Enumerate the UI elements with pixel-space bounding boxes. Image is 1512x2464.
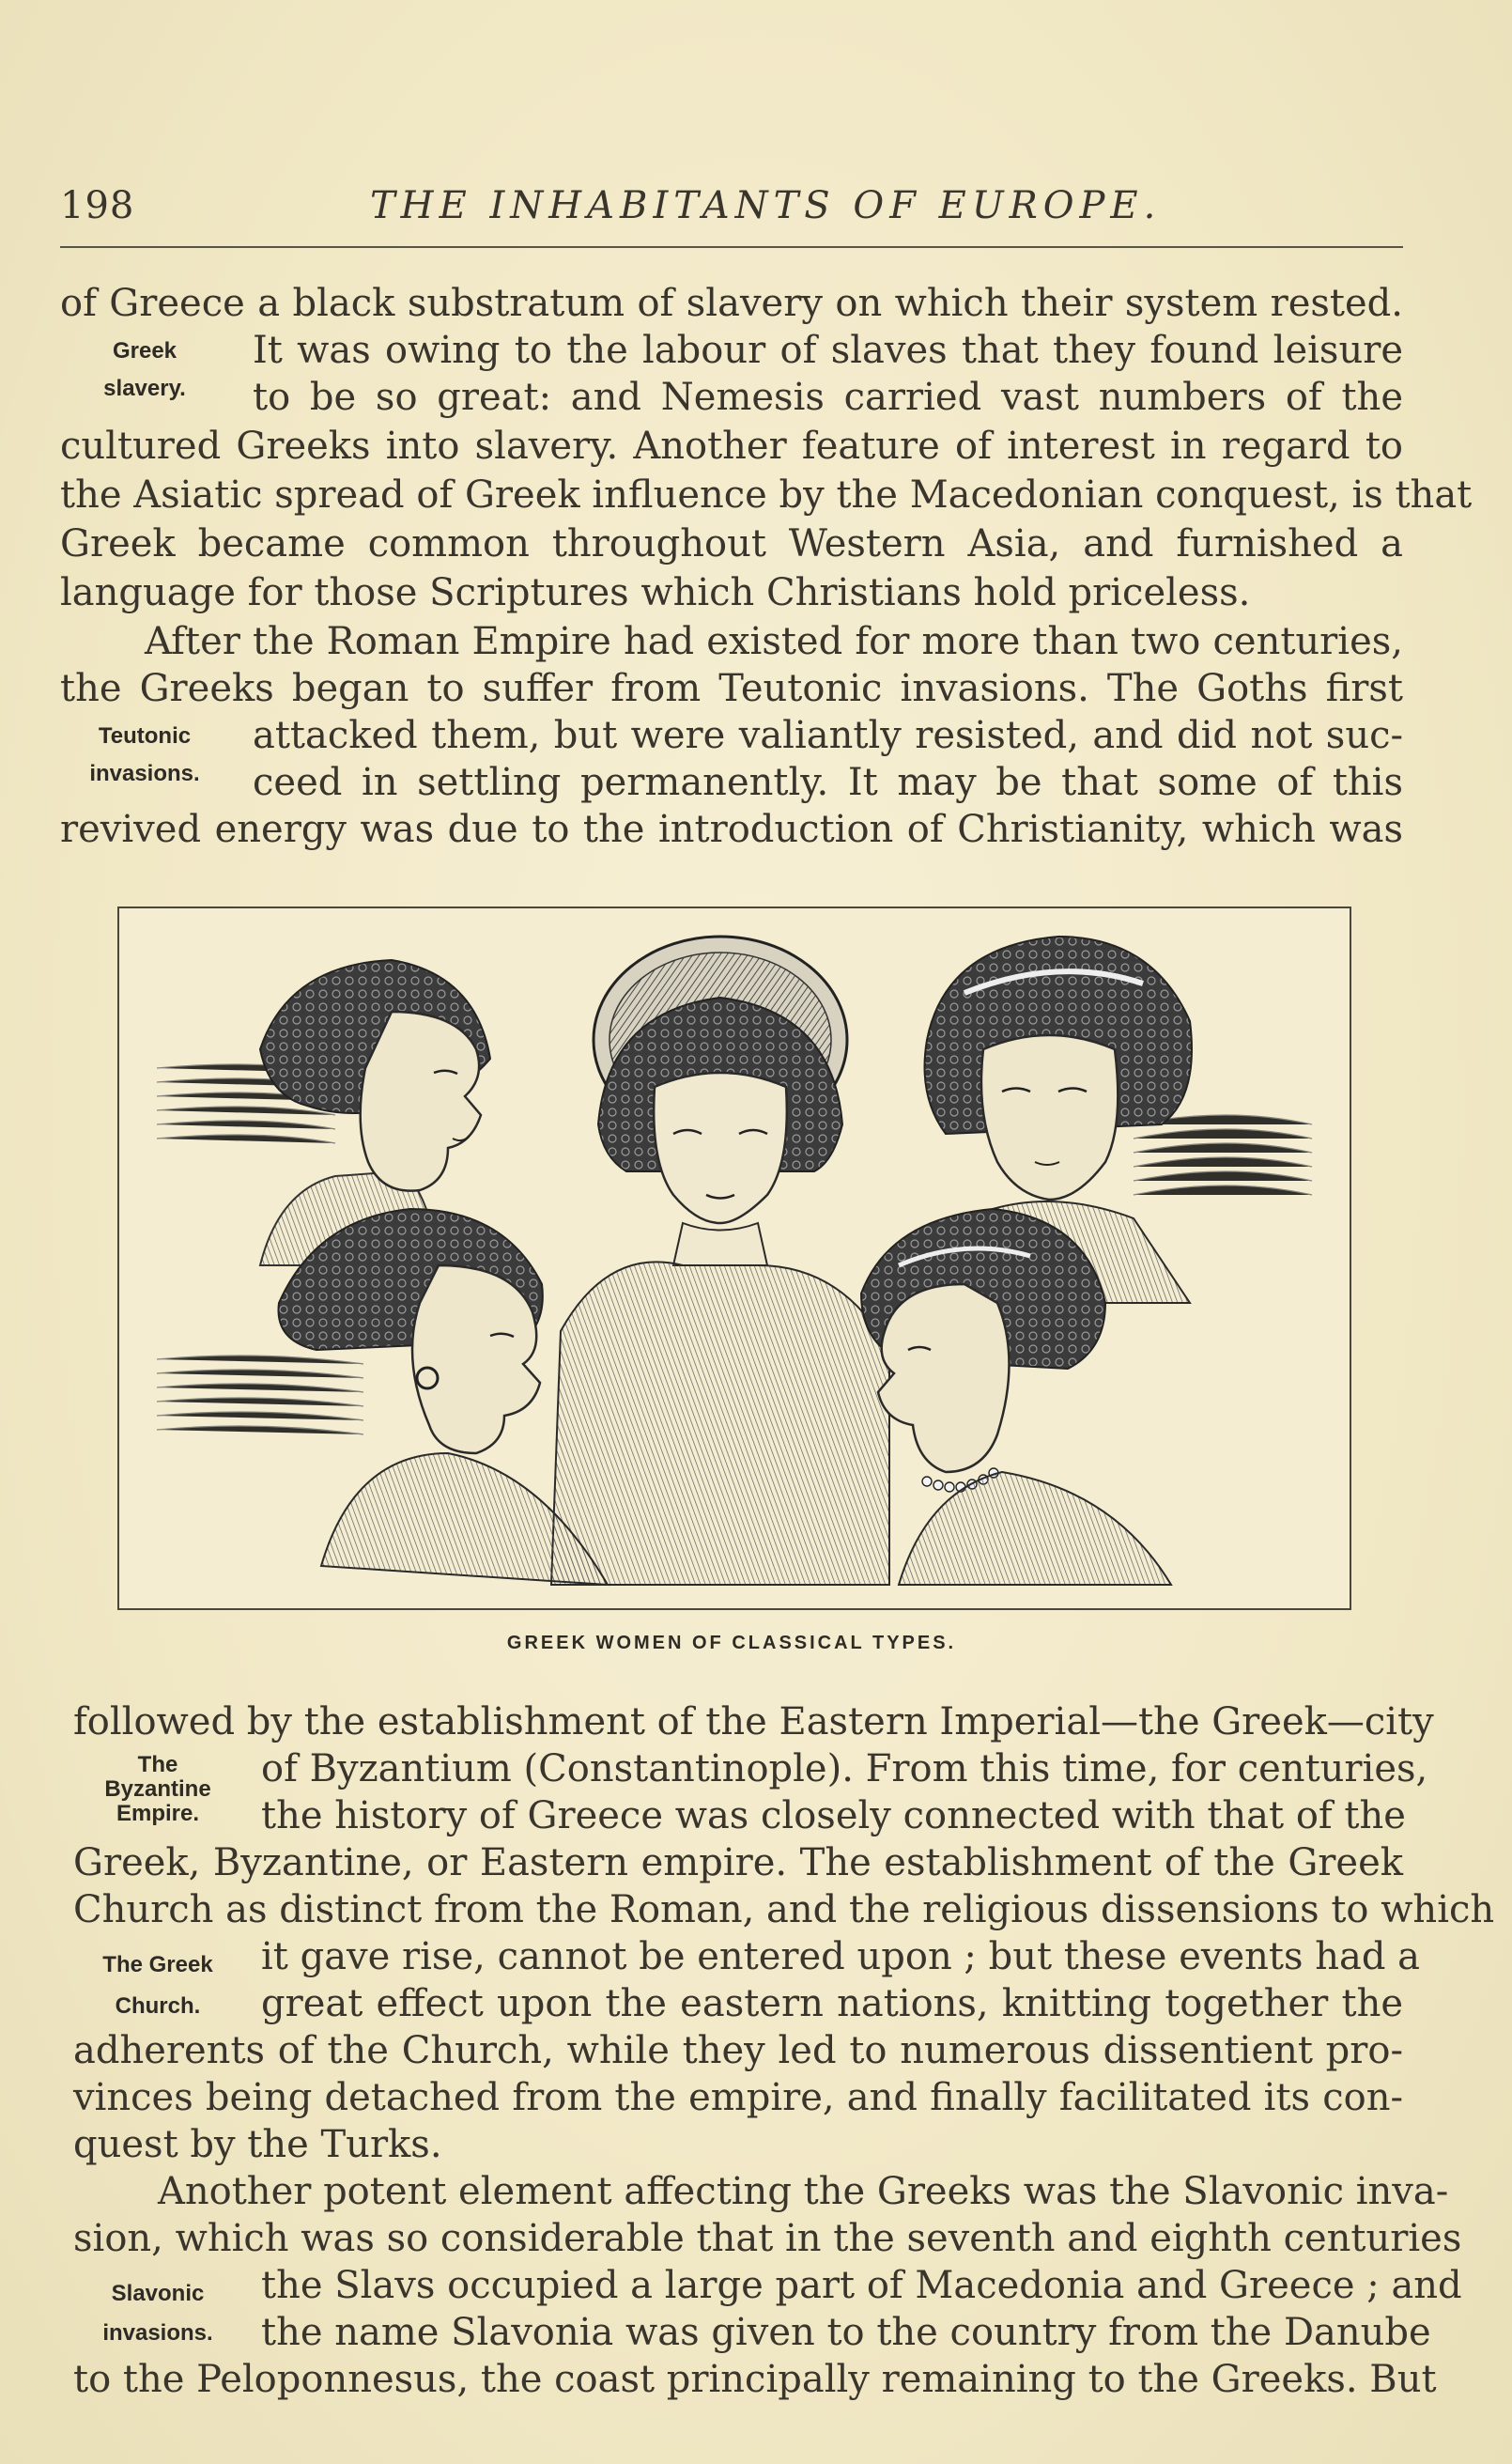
text-line: After the Roman Empire had existed for more than two centuries, <box>145 620 1403 663</box>
sidenote-byzantine-empire <box>73 1753 242 1826</box>
text-line: it gave rise, cannot be entered upon ; but these events had a <box>261 1935 1420 1978</box>
text-line: to the Peloponnesus, the coast principally remaining to the Greeks. But <box>73 2358 1437 2401</box>
page-header <box>60 184 1403 240</box>
text-line: language for those Scriptures which Christians hold priceless. <box>60 571 1251 614</box>
sidenote-line: Church. <box>115 1993 201 2019</box>
sidenote-teutonic-invasions <box>60 723 229 787</box>
text-line: revived energy was due to the introduction of Christianity, which was <box>60 808 1403 851</box>
sidenote-greek-church <box>73 1952 242 2020</box>
engraving-greek-women <box>119 908 1350 1608</box>
text-line: sion, which was so considerable that in the seventh and eighth centuries <box>73 2217 1462 2260</box>
text-line: Another potent element affecting the Greeks was the Slavonic inva- <box>158 2170 1449 2213</box>
text-line: cultured Greeks into slavery. Another feature of interest in regard to <box>60 425 1403 468</box>
text-line: great effect upon the eastern nations, knitting together the <box>261 1982 1403 2025</box>
text-line: Church as distinct from the Roman, and the religious dissensions to which <box>73 1888 1495 1931</box>
text-line: followed by the establishment of the Eastern Imperial—the Greek—city <box>73 1700 1434 1743</box>
sidenote-line: Empire. <box>116 1801 200 1826</box>
sidenote-greek-slavery <box>60 338 229 402</box>
text-line: of Greece a black substratum of slavery on which their system rested. <box>60 282 1403 325</box>
text-line: It was owing to the labour of slaves that they found leisure <box>253 329 1403 372</box>
sidenote-line: Byzantine <box>104 1776 211 1802</box>
engraving-figure <box>117 907 1351 1610</box>
text-line: quest by the Turks. <box>73 2123 442 2166</box>
sidenote-line: The <box>137 1752 178 1777</box>
text-line: the Greeks began to suffer from Teutonic invasions. The Goths first <box>60 667 1403 710</box>
text-line: the Asiatic spread of Greek influence by the Macedonian conquest, is that <box>60 473 1473 517</box>
header-rule <box>60 246 1403 248</box>
figure-caption: GREEK WOMEN OF CLASSICAL TYPES. <box>506 1633 957 1653</box>
page-number: 198 <box>60 184 135 227</box>
text-line: ceed in settling permanently. It may be that some of this <box>253 761 1403 804</box>
text-line: vinces being detached from the empire, and finally facilitated its con- <box>73 2076 1403 2119</box>
sidenote-line: Slavonic <box>111 2281 205 2306</box>
text-line: the Slavs occupied a large part of Macedonia and Greece ; and <box>261 2264 1462 2307</box>
portrait-center <box>551 937 889 1585</box>
sidenote-line: Greek <box>112 338 177 364</box>
text-line: attacked them, but were valiantly resisted, and did not suc- <box>253 714 1403 757</box>
text-line: Greek, Byzantine, or Eastern empire. The establishment of the Greek <box>73 1841 1403 1884</box>
text-line: to be so great: and Nemesis carried vast numbers of the <box>253 376 1403 419</box>
sidenote-line: invasions. <box>102 2320 213 2346</box>
sidenote-line: Teutonic <box>98 723 192 749</box>
running-title: THE INHABITANTS OF EUROPE. <box>370 184 1162 227</box>
text-line: adherents of the Church, while they led to numerous dissentient pro- <box>73 2029 1403 2072</box>
sidenote-slavonic-invasions <box>73 2281 242 2347</box>
text-line: Greek became common throughout Western Asia, and furnished a <box>60 522 1403 566</box>
text-line: the history of Greece was closely connected with that of the <box>261 1794 1406 1837</box>
text-line: of Byzantium (Constantinople). From this time, for centuries, <box>261 1747 1428 1790</box>
text-line: the name Slavonia was given to the country from the Danube <box>261 2311 1431 2354</box>
sidenote-line: slavery. <box>103 376 186 401</box>
sidenote-line: invasions. <box>89 761 200 786</box>
sidenote-line: The Greek <box>102 1952 213 1977</box>
